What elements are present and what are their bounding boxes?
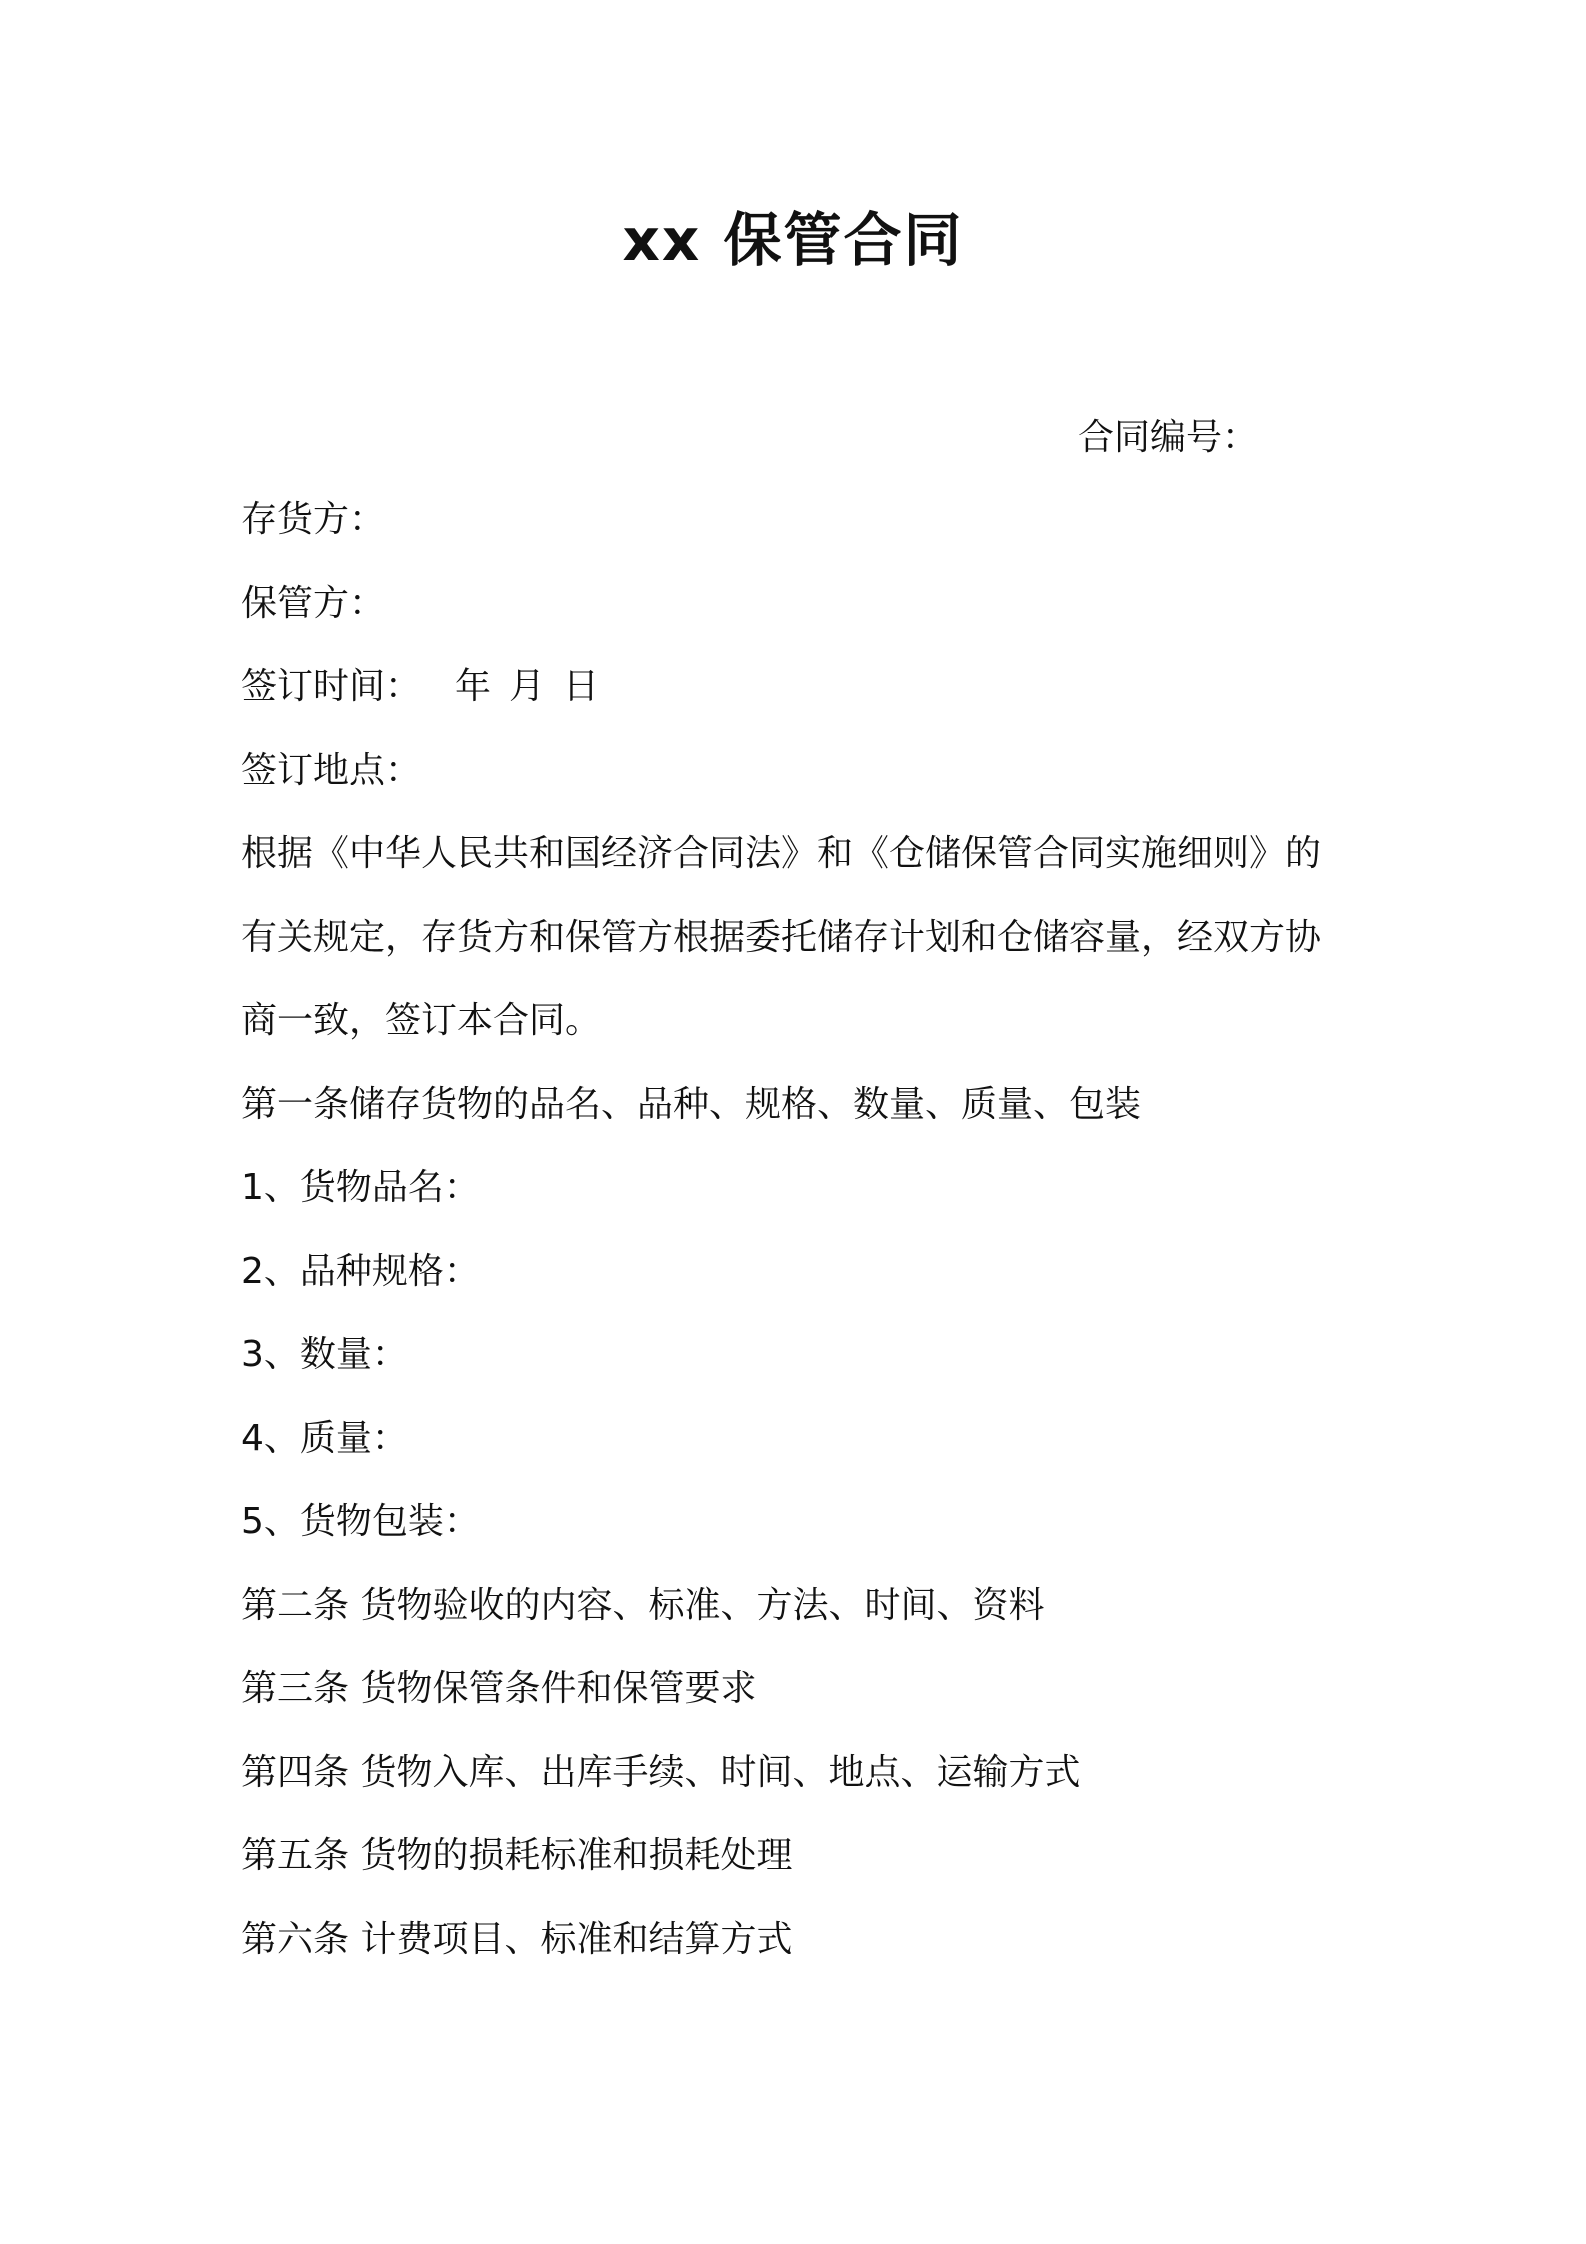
article-1-item: 4、质量： xyxy=(241,1417,408,1459)
custodian-label: 保管方： xyxy=(241,582,386,624)
contract-body xyxy=(241,492,1361,1995)
preamble-line: 有关规定，存货方和保管方根据委托储存计划和仓储容量，经双方协 xyxy=(241,916,1322,958)
article-1-heading: 第一条储存货物的品名、品种、规格、数量、质量、包装 xyxy=(241,1083,1142,1125)
contract-number-label: 合同编号： xyxy=(1078,417,1259,458)
article-heading: 第六条 计费项目、标准和结算方式 xyxy=(241,1918,793,1960)
signing-place-label: 签订地点： xyxy=(241,749,422,791)
depositor-label: 存货方： xyxy=(241,499,386,540)
preamble-line: 商一致，签订本合同。 xyxy=(241,1000,602,1041)
article-heading: 第二条 货物验收的内容、标准、方法、时间、资料 xyxy=(241,1584,1045,1626)
article-1-item: 2、品种规格： xyxy=(241,1250,480,1292)
article-1-item: 1、货物品名： xyxy=(241,1167,480,1208)
article-1-item: 3、数量： xyxy=(241,1334,408,1375)
signing-year: 年 xyxy=(455,666,492,707)
article-heading: 第四条 货物入库、出库手续、时间、地点、运输方式 xyxy=(241,1751,1081,1793)
signing-day: 日 xyxy=(563,666,600,707)
article-heading: 第五条 货物的损耗标准和损耗处理 xyxy=(241,1835,793,1876)
article-heading: 第三条 货物保管条件和保管要求 xyxy=(241,1668,757,1709)
signing-time-label: 签订时间： xyxy=(241,666,422,707)
contract-title: xx 保管合同 xyxy=(622,206,964,274)
preamble-line: 根据《中华人民共和国经济合同法》和《仓储保管合同实施细则》的 xyxy=(241,833,1322,874)
article-1-item: 5、货物包装： xyxy=(241,1501,480,1542)
signing-time-line xyxy=(241,659,1361,743)
signing-month: 月 xyxy=(509,666,546,707)
